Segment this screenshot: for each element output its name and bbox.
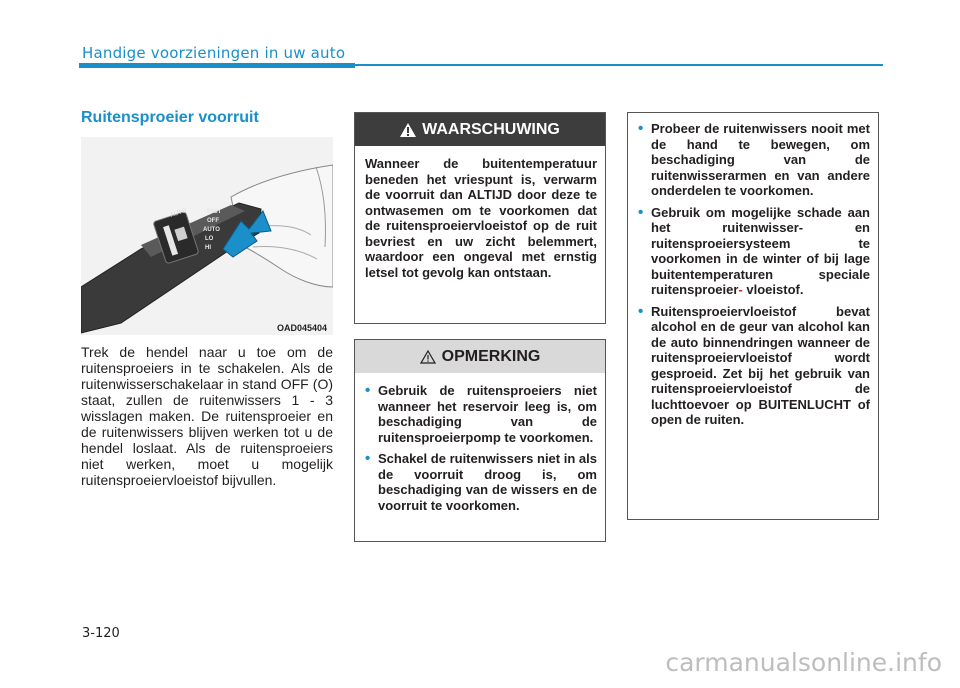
warning-text: Wanneer de buitentemperatuur beneden het vriespunt is, verwarm de voorruit dan ALTIJD door deze te ontwasemen om te voorkomen dat de ruitensproeiervloeistof op de ruit bevriest en uw zicht belemmert, waardoor een ongeval met ernstig letsel tot gevolg kan ontstaan.: [365, 156, 597, 280]
chapter-header: Handige voorzieningen in uw auto: [82, 44, 346, 62]
note-box: [354, 339, 606, 542]
note-header: [355, 340, 605, 373]
note-title: OPMERKING: [441, 347, 541, 365]
warning-title: WAARSCHUWING: [422, 120, 560, 138]
warning-header: [355, 113, 605, 146]
warning-box: [354, 112, 606, 324]
warning-triangle-icon: [400, 123, 416, 137]
stalk-label-hi: HI: [205, 245, 211, 251]
side-note-list: [638, 121, 870, 428]
stalk-drawing: [81, 137, 333, 335]
header-bar-thick: [79, 63, 355, 68]
wiper-stalk-illustration: [81, 137, 333, 335]
stalk-label-off: OFF: [207, 218, 219, 224]
side-note-item-tail: vloeistof.: [746, 282, 804, 297]
stalk-label-auto2: AUTO: [203, 227, 220, 233]
watermark: carmanualsonline.info: [665, 648, 942, 677]
side-note-item: • Ruitensproeiervloeistof bevat alcohol en de geur van alcohol kan de auto binnendringen wanneer de ruitensproeiervloeistof wordt gesproeid. Zet bij het gebruik van ruitensproeiervloeistof de luchttoevoer op BUITENLUCHT of open de ruiten.: [638, 304, 870, 428]
side-note-item-text: Gebruik om mogelijke schade aan het ruitenwisser- en ruitensproeiersysteem te voorkomen in de winter of bij lage buitentemperaturen speciale ruitensproeier: [651, 204, 870, 297]
side-note-item: • Probeer de ruitenwissers nooit met de hand te bewegen, om beschadiging van de ruitenwisserarmen en van andere onderdelen te voorkomen.: [638, 121, 870, 199]
page-number: 3-120: [82, 626, 120, 641]
note-item: • Gebruik de ruitensproeiers niet wanneer het reservoir leeg is, om beschadiging van de ruitensproeierpomp te voorkomen.: [365, 383, 597, 445]
section-title: Ruitensproeier voorruit: [81, 109, 259, 126]
side-note-box: [627, 112, 879, 520]
hyphen-mark: -: [738, 282, 743, 297]
header-bar-thin: [355, 64, 883, 66]
note-list: [365, 383, 597, 513]
stalk-label-lo: LO: [205, 236, 214, 242]
stalk-label-auto: AUTO: [169, 208, 188, 219]
stalk-label-mist: MIST: [207, 209, 222, 215]
note-item: • Schakel de ruitenwissers niet in als de voorruit droog is, om beschadiging van de wissers en de voorruit te voorkomen.: [365, 451, 597, 513]
caution-triangle-icon: [420, 350, 436, 364]
figure-code: OAD045404: [276, 323, 327, 333]
side-note-item: [638, 205, 870, 298]
body-paragraph: Trek de hendel naar u toe om de ruitensproeiers in te schakelen. Als de ruitenwisserschakelaar in stand OFF (O) staat, zullen de ruitenwissers 1 - 3 wisslagen maken. De ruitensproeier en de ruitenwissers blijven werken tot u de hendel loslaat. Als de ruitensproeiers niet werken, moet u mogelijk ruitensproeiervloeistof bijvullen.: [81, 344, 333, 488]
